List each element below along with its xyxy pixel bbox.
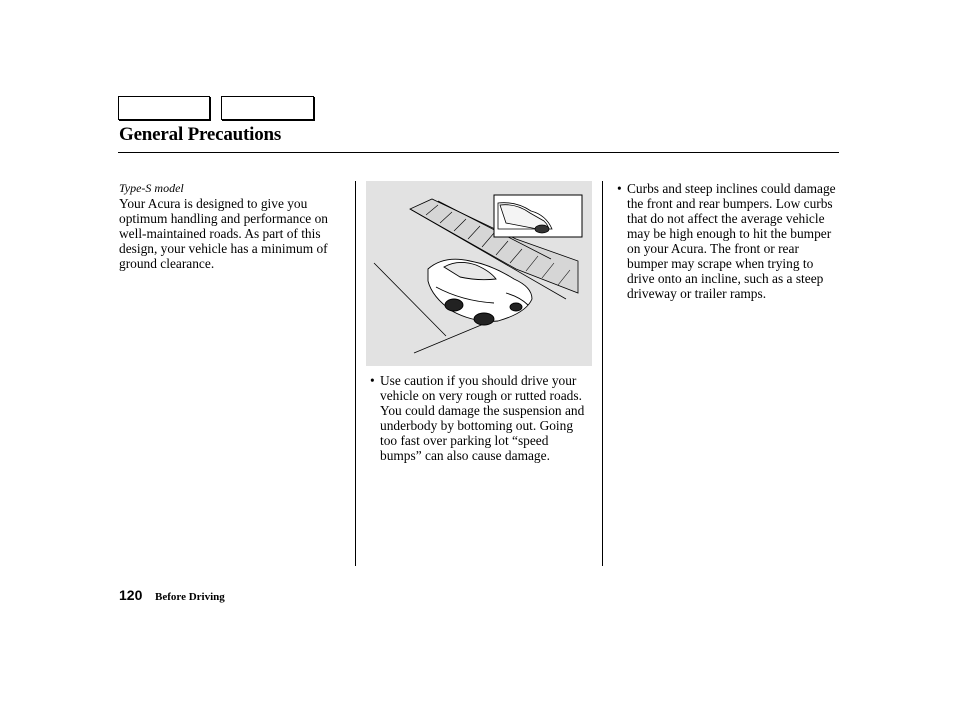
intro-column	[119, 181, 344, 271]
list-item	[370, 373, 592, 463]
bullet-icon: •	[370, 373, 375, 388]
page-number: 120	[119, 587, 143, 603]
rough-road-caution-text: Use caution if you should drive your vehicle on very rough or rutted roads. You could damage the suspension and underbody by bottoming out. Going too fast over parking lot “speed bumps” can also cause damage.	[380, 373, 585, 463]
curbs-column	[617, 181, 843, 301]
page-title: General Precautions	[119, 124, 282, 145]
title-divider	[118, 152, 839, 153]
column-divider	[602, 181, 603, 566]
section-name: Before Driving	[155, 591, 225, 603]
model-label: Type-S model	[119, 181, 184, 195]
list-item	[617, 181, 843, 301]
car-on-ramp-illustration	[366, 181, 592, 366]
intro-paragraph: Your Acura is designed to give you optimum handling and performance on well-maintained roads. As part of this design, your vehicle has a minimum of ground clearance.	[119, 196, 328, 271]
nav-button-prev[interactable]	[118, 96, 210, 120]
column-divider	[355, 181, 356, 566]
curbs-caution-text: Curbs and steep inclines could damage the front and rear bumpers. Low curbs that do not affect the average vehicle may be high enough to hit the bumper on your Acura. The front or rear bumper may scrape when trying to drive onto an incline, such as a steep driveway or trailer ramps.	[627, 181, 836, 301]
caution-column	[370, 373, 592, 463]
bullet-icon: •	[617, 181, 622, 196]
nav-button-next[interactable]	[221, 96, 314, 120]
